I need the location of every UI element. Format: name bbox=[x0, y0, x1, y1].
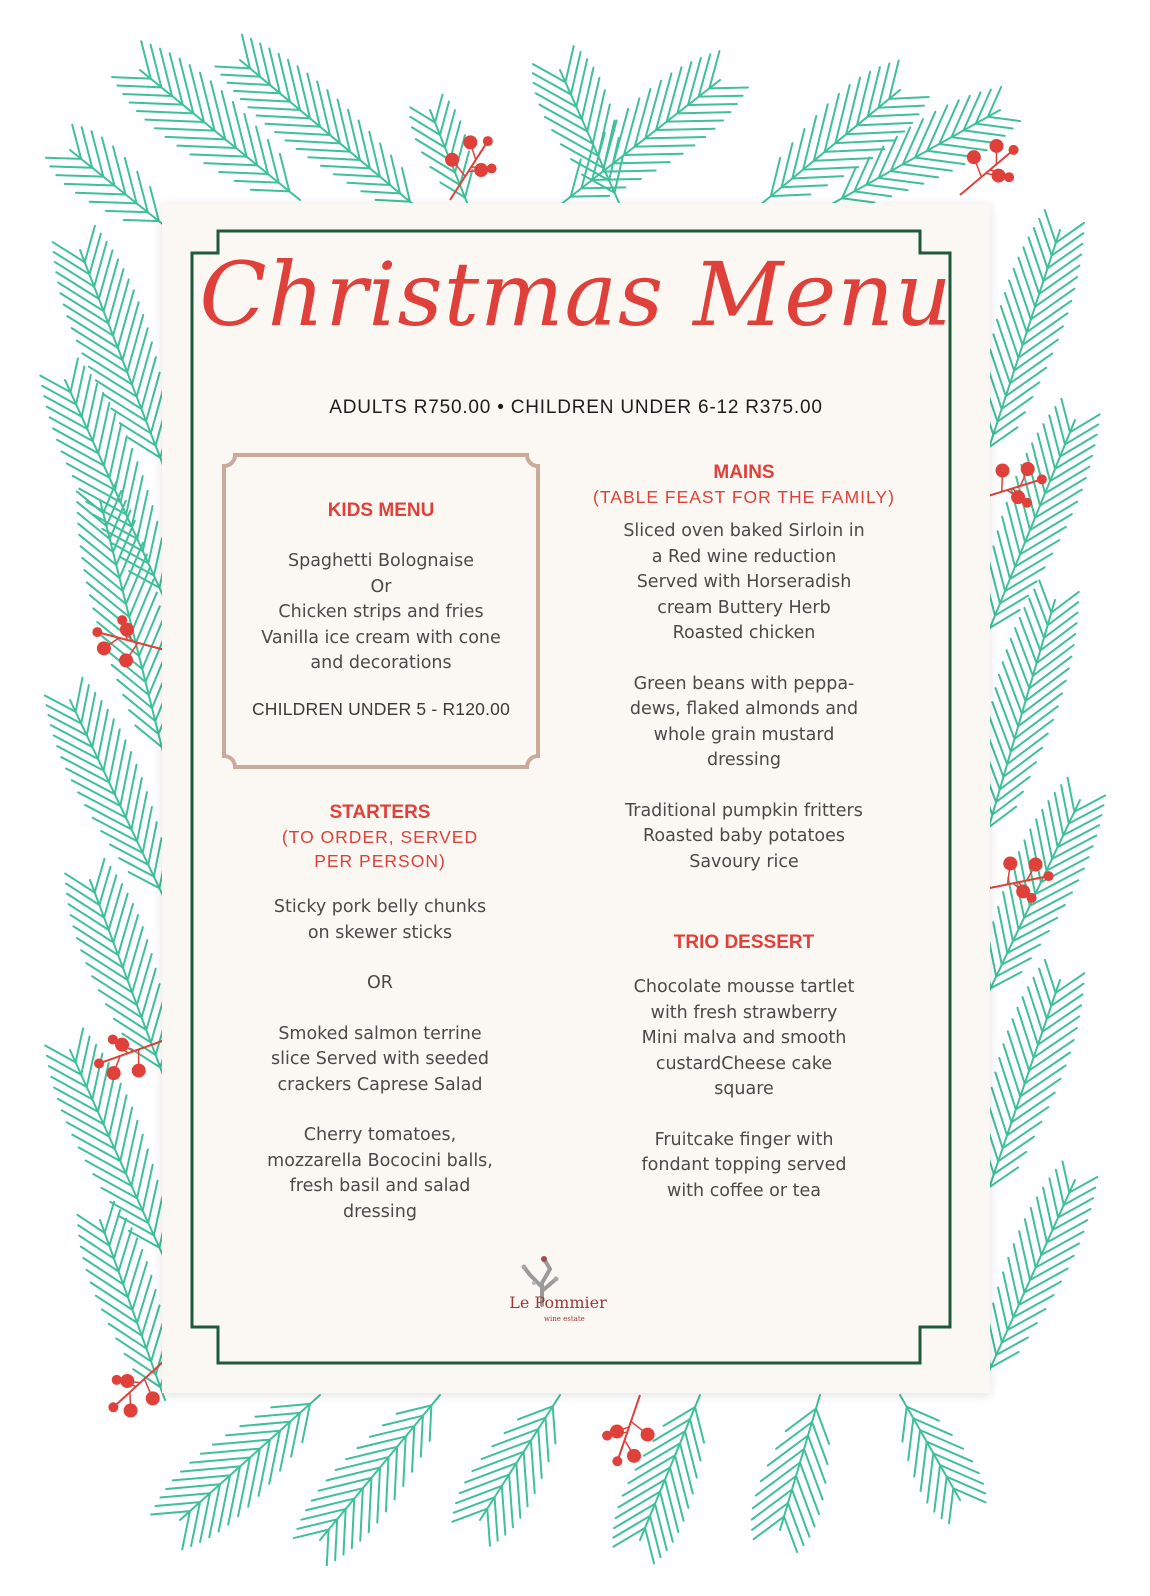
kids-menu-item: Chicken strips and fries bbox=[278, 602, 484, 622]
pine-branch bbox=[984, 778, 1105, 1000]
starters-subheading: (TO ORDER, SERVED bbox=[281, 827, 479, 847]
starters-section bbox=[220, 801, 540, 1225]
pine-branch bbox=[46, 125, 170, 230]
dessert-line: square bbox=[714, 1079, 774, 1099]
pine-branch bbox=[900, 1395, 986, 1523]
starters-subheading: PER PERSON) bbox=[314, 851, 446, 871]
starter-line: dressing bbox=[343, 1201, 417, 1222]
main-line: cream Buttery Herb bbox=[657, 597, 831, 618]
kids-menu-item: Or bbox=[370, 576, 392, 597]
starter-line: on skewer sticks bbox=[307, 922, 453, 943]
main-line: Roasted chicken bbox=[672, 623, 816, 643]
pine-branch bbox=[533, 46, 623, 205]
pine-branch bbox=[294, 1395, 440, 1565]
pine-branch bbox=[45, 678, 166, 900]
main-line: Savoury rice bbox=[689, 851, 799, 872]
berry-sprig bbox=[108, 1360, 165, 1418]
pine-branch bbox=[760, 61, 929, 205]
starter-line: Cherry tomatoes, bbox=[303, 1125, 457, 1145]
main-line: Sliced oven baked Sirloin in bbox=[623, 521, 865, 541]
starter-line: mozzarella Bococini balls, bbox=[267, 1150, 493, 1171]
mains-subheading: (TABLE FEAST FOR THE FAMILY) bbox=[593, 487, 895, 507]
pine-branch bbox=[77, 1202, 169, 1400]
kids-menu-item: Spaghetti Bolognaise bbox=[287, 551, 474, 571]
starter-line: slice Served with seeded bbox=[271, 1049, 489, 1069]
main-line: Traditional pumpkin fritters bbox=[625, 800, 863, 821]
main-line: Green beans with peppa- bbox=[633, 673, 855, 694]
kids-menu-heading: KIDS MENU bbox=[327, 500, 435, 521]
pine-branch bbox=[613, 1395, 704, 1563]
dessert-line: with fresh strawberry bbox=[650, 1002, 838, 1023]
pine-branch bbox=[752, 1395, 829, 1552]
menu-title: Christmas Menu bbox=[199, 243, 953, 346]
kids-price-note: CHILDREN UNDER 5 - R120.00 bbox=[251, 698, 511, 719]
main-line: a Red wine reduction bbox=[651, 546, 837, 567]
pine-branch bbox=[979, 960, 1085, 1200]
starter-line: fresh basil and salad bbox=[289, 1176, 471, 1196]
price-line: ADULTS R750.00 • CHILDREN UNDER 6-12 R375.00 bbox=[329, 397, 823, 418]
dessert-line: Chocolate mousse tartlet bbox=[633, 977, 855, 997]
main-line: Roasted baby potatoes bbox=[643, 826, 845, 846]
mains-heading: MAINS bbox=[713, 462, 775, 483]
main-line: whole grain mustard bbox=[653, 724, 835, 745]
starter-line: Sticky pork belly chunks bbox=[273, 897, 487, 917]
berry-sprig bbox=[94, 1034, 165, 1080]
starter-line: crackers Caprese Salad bbox=[277, 1074, 483, 1095]
dessert-line: Mini malva and smooth bbox=[641, 1028, 847, 1048]
kids-menu-item: and decorations bbox=[310, 653, 452, 673]
starters-heading: STARTERS bbox=[329, 802, 431, 823]
logo-wordmark: Le Pommier bbox=[509, 1293, 607, 1312]
starter-line: OR bbox=[367, 973, 393, 993]
main-line: dews, flaked almonds and bbox=[629, 699, 859, 719]
logo-subtext: wine estate bbox=[544, 1315, 585, 1323]
pine-branch bbox=[151, 1395, 320, 1549]
starter-line: Smoked salmon terrine bbox=[278, 1023, 482, 1044]
le-pommier-logo bbox=[498, 1253, 618, 1343]
menu-card bbox=[162, 203, 990, 1393]
kids-menu-item: Vanilla ice cream with cone bbox=[261, 627, 501, 648]
mains-section bbox=[572, 461, 916, 1204]
pine-branch bbox=[984, 1161, 1098, 1380]
dessert-line: custardCheese cake bbox=[655, 1053, 833, 1074]
main-line: dressing bbox=[707, 750, 781, 770]
kids-menu-section bbox=[224, 499, 538, 722]
dessert-line: fondant topping served bbox=[641, 1155, 847, 1175]
dessert-line: Fruitcake finger with bbox=[654, 1129, 834, 1150]
main-line: Served with Horseradish bbox=[636, 572, 852, 592]
berry-sprig bbox=[602, 1395, 654, 1466]
pine-branch bbox=[112, 41, 300, 200]
dessert-heading: TRIO DESSERT bbox=[673, 932, 815, 953]
dessert-line: with coffee or tea bbox=[667, 1180, 821, 1201]
pine-branch bbox=[410, 95, 472, 210]
pine-branch bbox=[452, 1395, 560, 1546]
